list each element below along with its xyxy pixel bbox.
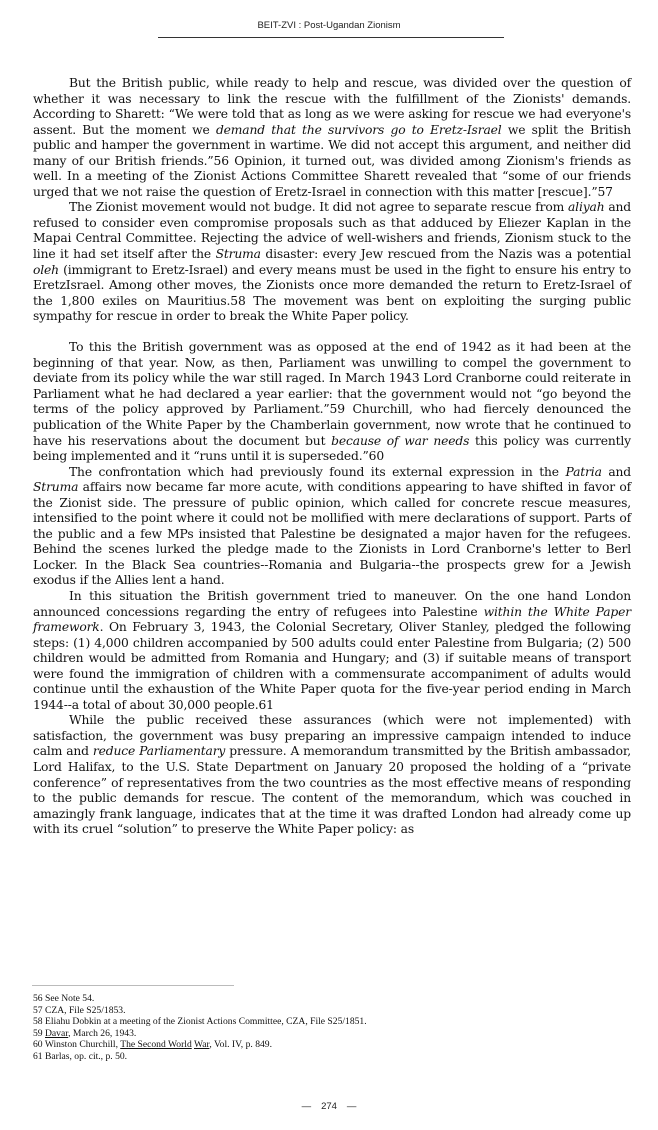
header-rule [158, 37, 504, 38]
footnote [33, 1028, 633, 1040]
footnote [33, 1005, 633, 1017]
paragraph [33, 200, 631, 324]
footnote [33, 1016, 633, 1028]
text-run: 61 Barlas, op. cit., p. 50. [33, 1050, 128, 1062]
running-head: BEIT-ZVI : Post-Ugandan Zionism [257, 20, 401, 31]
underlined-title: Davar [45, 1027, 69, 1039]
underlined-title: War [193, 1039, 210, 1051]
italic-text: Struma [215, 247, 261, 262]
italic-text: because of war needs [331, 433, 470, 448]
text-run: 58 Eliahu Dobkin at a meeting of the Zionist Actions Committee, CZA, File S25/1851. [33, 1016, 367, 1028]
paragraph [33, 340, 631, 464]
text-run: The Zionist movement would not budge. It did not agree to separate rescue from [69, 200, 568, 215]
footnote [33, 1039, 633, 1051]
text-run: , March 26, 1943. [68, 1027, 137, 1039]
dash-left: — [301, 1101, 312, 1112]
italic-text: Struma [33, 480, 79, 495]
page-number: 274 [321, 1101, 337, 1112]
text-run: To this the British government was as opposed at the end of 1942 as it had been at the beginning of that year. Now, as then, Parliament was unwilling to compel the government to deviate from its policy while the war still raged. In March 1943 Lord Cranborne could reiterate in Parliament what he had declared a year earlier: that the government would not “go beyond the terms of the policy approved by Parliament.”59 Churchill, who had fiercely denounced the publication of the White Paper by the Chamberlain government, now wrote that he continued to have his reservations about the document but [33, 340, 631, 448]
italic-text: reduce Parliamentary [92, 744, 226, 759]
text-run: 59 [33, 1027, 45, 1039]
page-footer [0, 1101, 658, 1112]
text-run: and refused to consider even compromise proposals such as that adduced by Eliezer Kaplan in the Mapai Central Committee. Rejecting the advice of well-wishers and friends, Zionism stuck to the line it had set itself after the [33, 200, 632, 262]
text-run: and [601, 464, 632, 479]
paragraph [33, 465, 631, 589]
text-run: . On February 3, 1943, the Colonial Secretary, Oliver Stanley, pledged the following steps: (1) 4,000 children accompanied by 500 adults could enter Palestine from Bulgaria; (2) 500 children would be admitted from Romania and Hungary; and (3) if suitable means of transport were found the immigration of children with a commensurate accompaniment of adults would continue until the exhaustion of the White Paper quota for the five-year period ending in March 1944--a total of about 30,000 people.61 [33, 620, 631, 712]
italic-text: within the White Paper framework [33, 604, 632, 635]
text-run: , Vol. IV, p. 849. [209, 1039, 272, 1051]
underlined-title: The Second World [120, 1039, 192, 1051]
text-run: affairs now became far more acute, with conditions appearing to have shifted in favor of the Zionist side. The pressure of public opinion, which called for concrete rescue measures, intensified to the point where it could not be mollified with mere declarations of support. Parts of the public and a few MPs insisted that Palestine be designated a major haven for the refugees. Behind the scenes lurked the pledge made to the Zionists in Lord Cranborne's letter to Berl Locker. In the Black Sea countries--Romania and Bulgaria--the prospects grew for a Jewish exodus if the Allies lent a hand. [33, 480, 631, 588]
footnote-separator [32, 985, 234, 986]
text-run: 57 CZA, File S25/1853. [33, 1004, 126, 1016]
italic-text: oleh [33, 262, 59, 277]
paragraph [33, 713, 631, 837]
text-run: In this situation the British government tried to maneuver. On the one hand London announced concessions regarding the entry of refugees into Palestine [33, 589, 631, 619]
italic-text: Patria [565, 464, 602, 479]
paragraph [33, 589, 631, 713]
body-text [33, 76, 631, 838]
italic-text: demand that the survivors go to Eretz-Israel [215, 122, 502, 137]
text-run: While the public received these assurances (which were not implemented) with satisfaction, the government was busy preparing an impressive campaign intended to induce calm and [33, 713, 631, 759]
text-run: we split the British public and hamper the government in wartime. We did not accept this argument, and neither did many of our British friends.”56 Opinion, it turned out, was divided among Zionism's friends as well. In a meeting of the Zionist Actions Committee Sharett revealed that “some of our friends urged that we not raise the question of Eretz-Israel in connection with this matter [rescue].”57 [33, 122, 631, 199]
text-run: 56 See Note 54. [33, 993, 95, 1004]
text-run: But the British public, while ready to help and rescue, was divided over the question of whether it was necessary to link the rescue with the fulfillment of the Zionists' demands. According to Sharett: “We were told that as long as we were asking for rescue we had everyone's assent. But the moment we [33, 76, 631, 137]
text-run: pressure. A memorandum transmitted by the British ambassador, Lord Halifax, to the U.S. State Department on January 20 proposed the holding of a “private conference” of representatives from the two countries as the most effective means of responding to the public demands for rescue. The content of the memorandum, which was couched in amazingly frank language, indicates that at the time it was drafted London had already come up with its cruel “solution” to preserve the White Paper policy: as [33, 744, 631, 837]
text-run: disaster: every Jew rescued from the Nazis was a potential [260, 247, 631, 262]
text-run: 60 Winston Churchill, [33, 1039, 121, 1051]
paragraph [33, 76, 631, 200]
text-run: (immigrant to Eretz-Israel) and every means must be used in the fight to ensure his entry to EretzIsrael. Among other moves, the Zionists once more demanded the return to Eretz-Israel of the 1,800 exiles on Mauritius.58 The movement was bent on exploiting the surging public sympathy for rescue in order to break the White Paper policy. [33, 262, 631, 324]
text-run: this policy was currently being implemented and it “runs until it is superseded.”60 [33, 433, 631, 464]
italic-text: aliyah [568, 200, 605, 215]
footnote [33, 993, 633, 1005]
footnote [33, 1051, 633, 1063]
dash-right: — [346, 1101, 357, 1112]
footnotes [33, 993, 633, 1063]
text-run: The confrontation which had previously found its external expression in the [69, 464, 566, 479]
